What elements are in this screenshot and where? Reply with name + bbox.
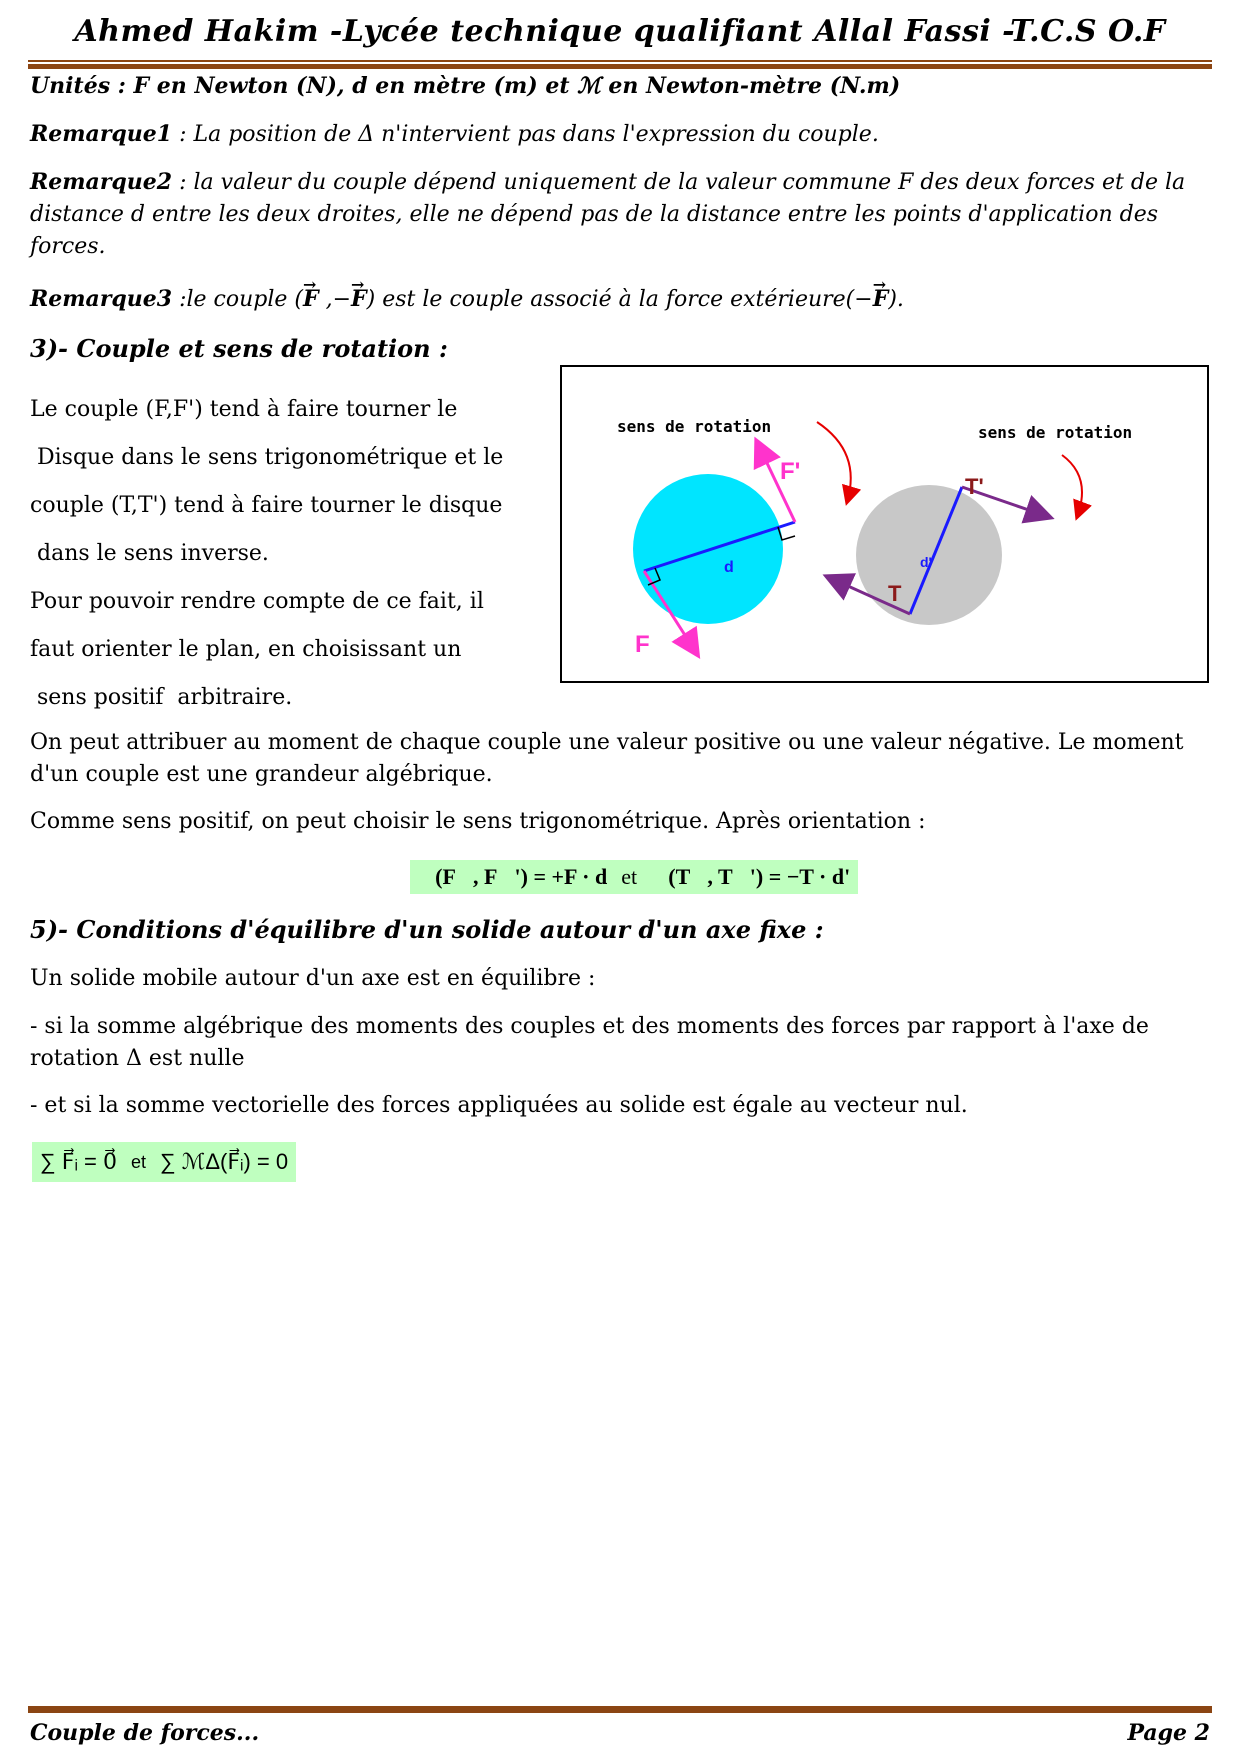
- section-3-line: Disque dans le sens trigonométrique et le: [30, 445, 504, 470]
- remark-2-text: : la valeur du couple dépend uniquement de la valeur commune F des deux forces et de la distance d entre les deux droites, elle ne dépend pas de la distance entre les points d'application des forces.: [30, 170, 1186, 259]
- equilibrium-formula-right: ∑ ℳΔ(F⃗ᵢ) = 0: [160, 1149, 289, 1174]
- equilibrium-formula-et: et: [130, 1151, 146, 1172]
- section-5-heading: 5)- Conditions d'équilibre d'un solide autour d'un axe fixe :: [30, 915, 824, 944]
- label-F: F: [635, 631, 650, 658]
- section-5-p2: - si la somme algébrique des moments des couples et des moments des forces par rapport à l'axe de rotation Δ est nulle: [30, 1014, 1149, 1071]
- header-rule: [28, 60, 1212, 69]
- remark-1: [30, 118, 1210, 151]
- remark-3-vector-F: → F: [303, 283, 319, 315]
- label-T: T: [888, 581, 902, 606]
- label-d: d: [724, 559, 734, 576]
- left-caption: sens de rotation: [617, 417, 772, 436]
- remark-3-vector-F3: → F: [873, 283, 889, 315]
- remark-2: [30, 166, 1210, 263]
- section-3-line: Pour pouvoir rendre compte de ce fait, il: [30, 589, 484, 614]
- equilibrium-formula-left: ∑ F⃗ᵢ = 0⃗: [40, 1149, 117, 1174]
- section-3-text-block: [30, 386, 550, 722]
- moment-formula-left: ℳ(F⃗, F⃗') = +F · d: [418, 864, 608, 889]
- rotation-arrow-left: [817, 422, 851, 502]
- moment-formula-et: et: [621, 864, 638, 889]
- remark-3-text-b: ) est le couple associé à la force extérieure(−: [366, 287, 873, 312]
- remark-2-label: Remarque2: [30, 169, 173, 195]
- label-d-prime: d': [920, 554, 932, 570]
- remark-3-text-c: ).: [888, 287, 904, 312]
- units-line: Unités : F en Newton (N), d en mètre (m) et ℳ en Newton-mètre (N.m): [30, 73, 901, 99]
- right-caption: sens de rotation: [978, 423, 1133, 442]
- section-5-p1: Un solide mobile autour d'un axe est en équilibre :: [30, 966, 596, 991]
- moment-formula: [410, 860, 858, 894]
- section-3-heading: 3)- Couple et sens de rotation :: [30, 334, 448, 363]
- label-T-prime: T': [965, 474, 984, 499]
- section-3-line: sens positif arbitraire.: [30, 685, 293, 710]
- remark-1-text: : La position de Δ n'intervient pas dans l'expression du couple.: [172, 122, 879, 147]
- footer-title: Couple de forces...: [30, 1720, 260, 1746]
- section-3-para-2: Comme sens positif, on peut choisir le sens trigonométrique. Après orientation :: [30, 809, 926, 834]
- moment-formula-right: ℳ(T⃗, T⃗') = −T · d': [651, 864, 851, 889]
- remark-3-label: Remarque3: [30, 286, 173, 312]
- section-3-line: Le couple (F,F') tend à faire tourner le: [30, 397, 458, 422]
- section-3-line: faut orienter le plan, en choisissant un: [30, 637, 462, 662]
- remark-3-text-a: :le couple (: [172, 287, 303, 312]
- remark-3-vector-F2: → F: [351, 283, 367, 315]
- section-5-p3: - et si la somme vectorielle des forces appliquées au solide est égale au vecteur nul.: [30, 1093, 968, 1118]
- remark-3: [30, 283, 1210, 316]
- label-F-prime: F': [780, 458, 801, 485]
- section-3-line: couple (T,T') tend à faire tourner le disque: [30, 493, 503, 518]
- page-header-title: Ahmed Hakim -Lycée technique qualifiant Allal Fassi -T.C.S O.F: [74, 14, 1166, 49]
- footer-page-number: Page 2: [1127, 1720, 1210, 1746]
- section-3-line: dans le sens inverse.: [30, 541, 269, 566]
- footer-rule: [28, 1704, 1212, 1713]
- page-footer: [30, 1720, 1210, 1746]
- rotation-arrow-right: [1062, 455, 1082, 517]
- equilibrium-formula: [32, 1142, 296, 1182]
- remark-1-label: Remarque1: [30, 121, 173, 147]
- section-3-para-1: On peut attribuer au moment de chaque couple une valeur positive ou une valeur négative. Le moment d'un couple est une grandeur algébrique.: [30, 730, 1184, 787]
- remark-3-sep: ,−: [318, 287, 352, 312]
- couple-rotation-figure: [560, 365, 1209, 683]
